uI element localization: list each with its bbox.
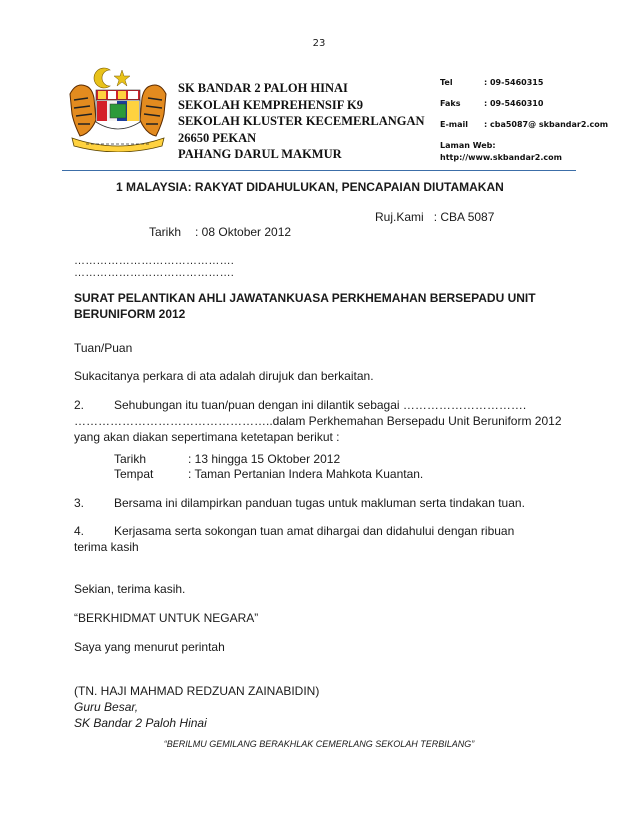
detail-value: : 13 hingga 15 Oktober 2012 — [188, 452, 341, 466]
closing: Sekian, terima kasih. — [74, 582, 186, 596]
faks-row — [440, 99, 608, 120]
paragraph-number: 2. — [74, 398, 85, 412]
header-divider — [62, 170, 576, 171]
malaysia-coat-of-arms-icon — [66, 64, 170, 152]
school-line: SEKOLAH KLUSTER KECEMERLANGAN — [178, 114, 425, 128]
school-address — [178, 80, 425, 163]
faks-label: Faks — [440, 99, 461, 108]
email-row — [440, 120, 608, 141]
date-line — [149, 225, 291, 239]
paragraph-number: 3. — [74, 496, 85, 510]
date-label: Tarikh — [149, 225, 182, 239]
faks-value: : 09-5460310 — [484, 99, 544, 108]
detail-value: : Taman Pertanian Indera Mahkota Kuantan. — [188, 467, 424, 481]
detail-label: Tempat — [114, 467, 154, 481]
web-url: http://www.skbandar2.com — [440, 153, 562, 162]
contact-info — [440, 78, 608, 165]
paragraph-text: Sehubungan itu tuan/puan dengan ini dilantik sebagai …………………………. — [114, 398, 527, 412]
reference-line — [375, 210, 494, 224]
page-number: 23 — [312, 38, 326, 49]
school-name: SK BANDAR 2 PALOH HINAI — [178, 81, 348, 95]
detail-tarikh — [114, 452, 340, 466]
tel-row — [440, 78, 608, 99]
recipient-line: ……………………………………. — [74, 267, 235, 279]
web-label: Laman Web: — [440, 141, 496, 150]
paragraph-2 — [74, 397, 562, 445]
signatory-title: Guru Besar, — [74, 700, 139, 714]
recipient-line: ……………………………………. — [74, 255, 235, 267]
paragraph-text: …………………………………………..dalam Perkhemahan Bersepadu Unit Beruniform 2012 — [74, 414, 562, 428]
school-postcode: 26650 PEKAN — [178, 130, 257, 145]
letter-subject: SURAT PELANTIKAN AHLI JAWATANKUASA PERKHEMAHAN BERSEPADU UNIT BERUNIFORM 2012 — [74, 291, 536, 321]
paragraph-4 — [74, 523, 514, 555]
school-motto: “BERILMU GEMILANG BERAKHLAK CEMERLANG SEKOLAH TERBILANG” — [163, 739, 475, 749]
paragraph-1: Sukacitanya perkara di ata adalah dirujuk dan berkaitan. — [74, 369, 374, 383]
paragraph-text: Bersama ini dilampirkan panduan tugas untuk makluman serta tindakan tuan. — [114, 496, 525, 510]
email-label: E-mail — [440, 120, 469, 129]
paragraph-number: 4. — [74, 524, 85, 538]
detail-tempat — [114, 467, 423, 481]
detail-label: Tarikh — [114, 452, 147, 466]
reference-value: : CBA 5087 — [433, 210, 495, 224]
salutation: Tuan/Puan — [74, 341, 133, 355]
email-value: : cba5087@ skbandar2.com — [484, 120, 609, 129]
paragraph-text: Kerjasama serta sokongan tuan amat dihargai dan didahului dengan ribuan — [114, 524, 515, 538]
school-state: PAHANG DARUL MAKMUR — [178, 147, 342, 161]
national-motto: 1 MALAYSIA: RAKYAT DIDAHULUKAN, PENCAPAIAN DIUTAMAKAN — [116, 180, 504, 194]
tel-label: Tel — [440, 78, 453, 87]
signatory-block — [74, 683, 319, 731]
school-line: SEKOLAH KEMPREHENSIF K9 — [178, 97, 363, 112]
paragraph-text: terima kasih — [74, 540, 139, 554]
date-value: : 08 Oktober 2012 — [195, 225, 292, 239]
paragraph-text: yang akan diakan sepertimana ketetapan berikut : — [74, 430, 340, 444]
signatory-name: (TN. HAJI MAHMAD REDZUAN ZAINABIDIN) — [74, 684, 320, 698]
reference-label: Ruj.Kami — [375, 210, 424, 224]
paragraph-3 — [74, 495, 525, 511]
signatory-school: SK Bandar 2 Paloh Hinai — [74, 716, 207, 730]
order-line: Saya yang menurut perintah — [74, 640, 225, 654]
slogan: “BERKHIDMAT UNTUK NEGARA” — [74, 611, 259, 625]
tel-value: : 09-5460315 — [484, 78, 544, 87]
